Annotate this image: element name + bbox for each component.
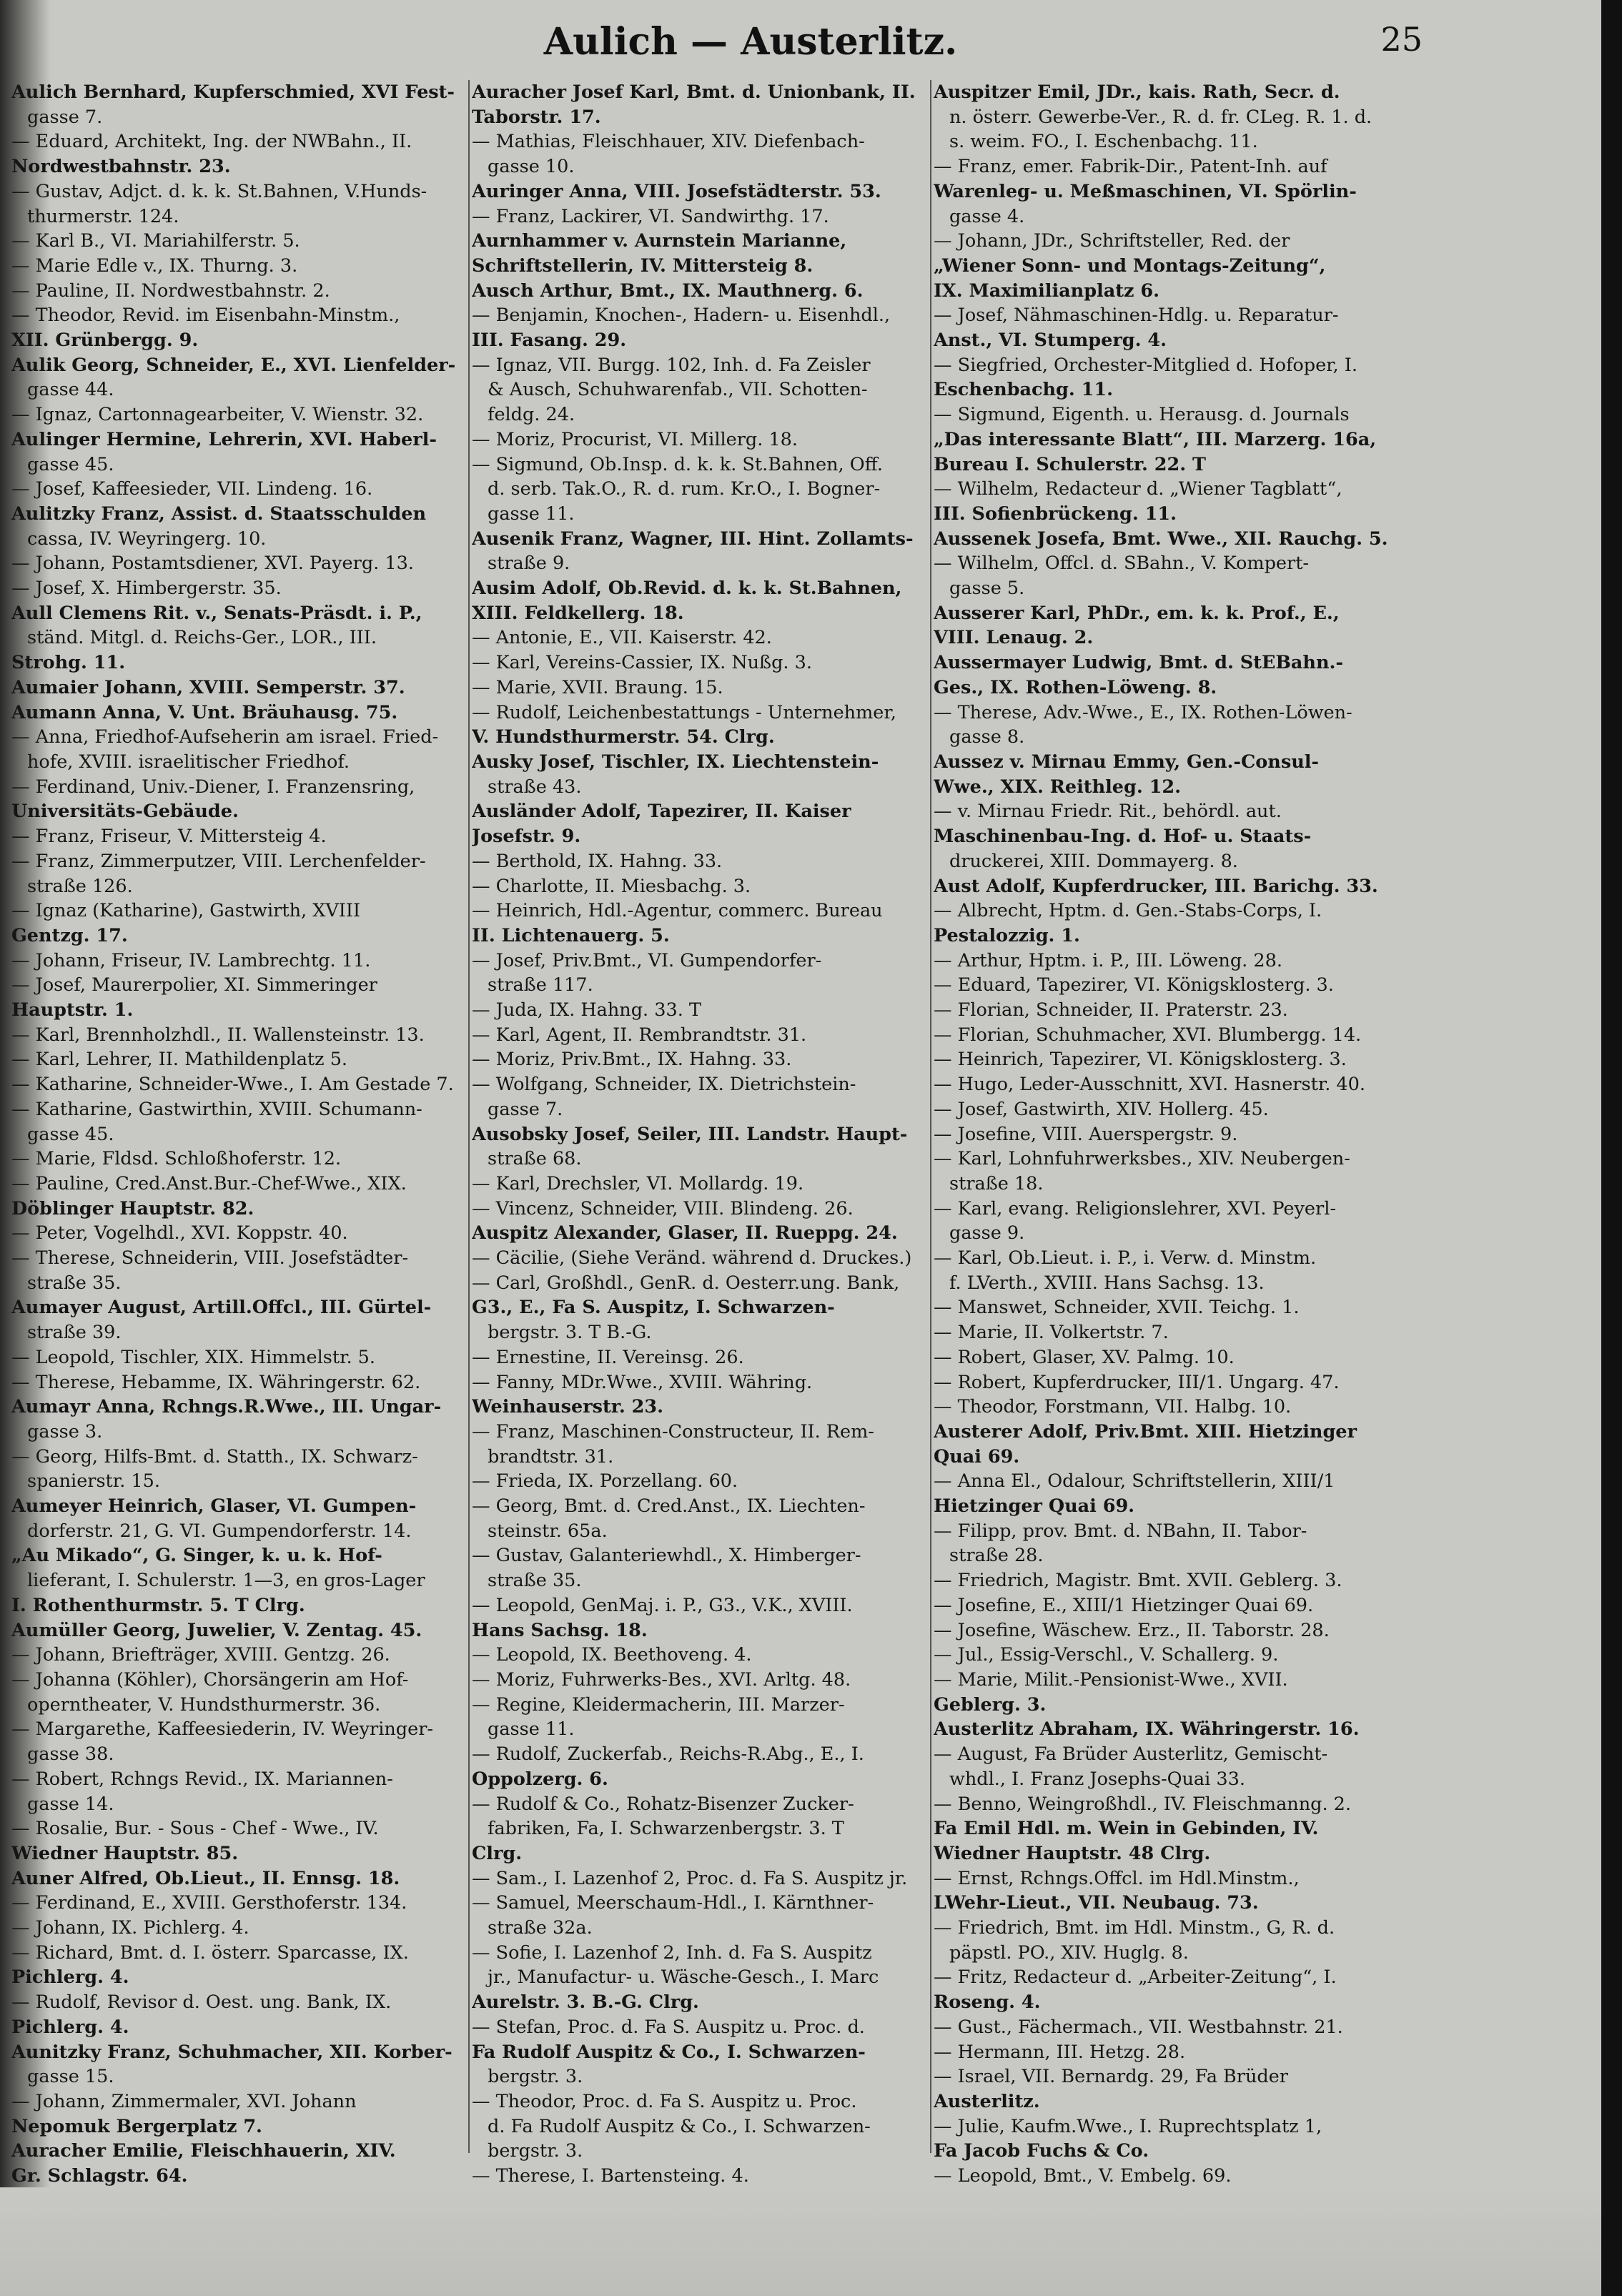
directory-entry-line: operntheater, V. Hundsthurmerstr. 36. (27, 1693, 381, 1716)
directory-entry-line: — Charlotte, II. Miesbachg. 3. (472, 875, 751, 897)
directory-entry-line: — Hugo, Leder-Ausschnitt, XVI. Hasnerstr. 40. (934, 1074, 1365, 1096)
directory-entry-head: Wiedner Hauptstr. 85. (11, 1842, 239, 1864)
directory-entry-line: lieferant, I. Schulerstr. 1—3, en gros-Lager (27, 1570, 425, 1592)
directory-entry-head: Aulitzky Franz, Assist. d. Staatsschulden (11, 503, 426, 525)
directory-entry-line: — Mathias, Fleischhauer, XIV. Diefenbach- (472, 131, 865, 153)
directory-entry-line: gasse 7. (27, 106, 103, 128)
directory-entry-line: straße 18. (949, 1172, 1044, 1194)
directory-entry-line: — Karl, Drechsler, VI. Mollardg. 19. (472, 1172, 804, 1194)
directory-entry-line: — Moriz, Priv.Bmt., IX. Hahng. 33. (472, 1049, 792, 1071)
directory-entry-line: — Theodor, Forstmann, VII. Halbg. 10. (934, 1396, 1292, 1418)
directory-entry-line: — Wilhelm, Redacteur d. „Wiener Tagblatt“, (934, 478, 1342, 500)
directory-entry-head: Ges., IX. Rothen-Löweng. 8. (934, 676, 1217, 698)
directory-entry-line: — Marie Edle v., IX. Thurng. 3. (11, 254, 298, 277)
directory-entry-line: jr., Manufactur- u. Wäsche-Gesch., I. Marc (488, 1966, 879, 1989)
directory-entry-head: Aussermayer Ludwig, Bmt. d. StEBahn.- (934, 652, 1343, 674)
directory-entry-head: Ausobsky Josef, Seiler, III. Landstr. Haupt- (472, 1123, 908, 1145)
directory-entry-line: — Rosalie, Bur. - Sous - Chef - Wwe., IV. (11, 1818, 379, 1840)
directory-entry-head: G3., E., Fa S. Auspitz, I. Schwarzen- (472, 1297, 835, 1319)
directory-entry-line: — Theodor, Revid. im Eisenbahn-Minstm., (11, 305, 400, 327)
directory-entry-head: VIII. Lenaug. 2. (934, 627, 1094, 649)
directory-entry-line: — Gustav, Adjct. d. k. k. St.Bahnen, V.Hunds- (11, 180, 427, 202)
directory-entry-head: Wiedner Hauptstr. 48 Clrg. (934, 1842, 1211, 1864)
directory-entry-head: Hietzinger Quai 69. (934, 1495, 1135, 1518)
directory-entry-line: — Johann, JDr., Schriftsteller, Red. der (934, 230, 1290, 252)
directory-entry-line: cassa, IV. Weyringerg. 10. (27, 528, 267, 550)
directory-entry-line: — Franz, Maschinen-Constructeur, II. Rem- (472, 1420, 874, 1443)
directory-entry-line: — Johann, Zimmermaler, XVI. Johann (11, 2090, 357, 2112)
directory-entry-line: — Ernestine, II. Vereinsg. 26. (472, 1346, 744, 1368)
directory-entry-head: Pestalozzig. 1. (934, 924, 1080, 946)
directory-entry-line: — Eduard, Architekt, Ing. der NWBahn., II. (11, 131, 412, 153)
directory-entry-line: — Sigmund, Ob.Insp. d. k. k. St.Bahnen, Off. (472, 453, 883, 475)
directory-entry-line: — Therese, Hebamme, IX. Währingerstr. 62. (11, 1371, 421, 1393)
directory-entry-line: — Karl B., VI. Mariahilferstr. 5. (11, 230, 300, 252)
directory-entry-head: Ausch Arthur, Bmt., IX. Mauthnerg. 6. (472, 279, 864, 302)
directory-entry-line: straße 39. (27, 1322, 122, 1344)
directory-entry-head: Taborstr. 17. (472, 106, 601, 128)
directory-entry-line: — Ignaz (Katharine), Gastwirth, XVIII (11, 900, 361, 922)
directory-entry-line: — Heinrich, Hdl.-Agentur, commerc. Bureau (472, 900, 883, 922)
directory-entry-head: Nepomuk Bergerplatz 7. (11, 2115, 262, 2137)
directory-entry-head: Austerlitz. (934, 2090, 1040, 2112)
directory-entry-line: — Margarethe, Kaffeesiederin, IV. Weyringer- (11, 1718, 434, 1741)
directory-entry-line: — Frieda, IX. Porzellang. 60. (472, 1470, 738, 1493)
directory-entry-line: fabriken, Fa, I. Schwarzenbergstr. 3. T (488, 1818, 844, 1840)
directory-entry-line: — Katharine, Gastwirthin, XVIII. Schumann- (11, 1098, 422, 1120)
directory-entry-line: — Benno, Weingroßhdl., IV. Fleischmanng. 2. (934, 1793, 1351, 1815)
directory-entry-line: gasse 4. (949, 205, 1025, 227)
directory-entry-line: gasse 11. (488, 503, 575, 525)
directory-entry-line: bergstr. 3. (488, 2066, 583, 2088)
directory-entry-line: — Albrecht, Hptm. d. Gen.-Stabs-Corps, I. (934, 900, 1322, 922)
directory-column-3 (934, 80, 1427, 2267)
directory-entry-head: Gr. Schlagstr. 64. (11, 2165, 188, 2187)
directory-entry-line: — Wolfgang, Schneider, IX. Dietrichstein- (472, 1074, 856, 1096)
directory-entry-line: ständ. Mitgl. d. Reichs-Ger., LOR., III. (27, 627, 377, 649)
directory-entry-line: — Israel, VII. Bernardg. 29, Fa Brüder (934, 2066, 1288, 2088)
directory-entry-line: — Berthold, IX. Hahng. 33. (472, 850, 723, 872)
directory-entry-line: — Leopold, IX. Beethoveng. 4. (472, 1644, 752, 1666)
directory-entry-line: — Karl, Brennholzhdl., II. Wallensteinstr. 13. (11, 1024, 425, 1046)
directory-entry-head: Gentzg. 17. (11, 924, 128, 946)
directory-entry-line: gasse 15. (27, 2066, 114, 2088)
directory-entry-line: brandtstr. 31. (488, 1445, 614, 1468)
directory-entry-line: thurmerstr. 124. (27, 205, 179, 227)
directory-entry-head: Weinhauserstr. 23. (472, 1396, 663, 1418)
directory-entry-head: III. Sofienbrückeng. 11. (934, 503, 1177, 525)
directory-entry-line: — Georg, Bmt. d. Cred.Anst., IX. Liechten- (472, 1495, 866, 1518)
directory-entry-head: Auringer Anna, VIII. Josefstädterstr. 53. (472, 180, 881, 202)
directory-entry-line: — Leopold, Bmt., V. Embelg. 69. (934, 2165, 1232, 2187)
directory-entry-line: bergstr. 3. T B.-G. (488, 1322, 652, 1344)
directory-entry-line: — Friedrich, Bmt. im Hdl. Minstm., G, R. d. (934, 1917, 1335, 1939)
directory-entry-head: Auspitzer Emil, JDr., kais. Rath, Secr. d. (934, 81, 1340, 103)
directory-entry-line: — Ignaz, VII. Burgg. 102, Inh. d. Fa Zeisler (472, 354, 871, 376)
directory-entry-line: — Johann, Friseur, IV. Lambrechtg. 11. (11, 949, 371, 971)
directory-entry-line: d. serb. Tak.O., R. d. rum. Kr.O., I. Bogner- (488, 478, 881, 500)
directory-entry-line: — Sigmund, Eigenth. u. Herausg. d. Journals (934, 404, 1350, 426)
directory-entry-head: Fa Jacob Fuchs & Co. (934, 2140, 1149, 2162)
directory-entry-line: — Theodor, Proc. d. Fa S. Auspitz u. Proc. (472, 2090, 857, 2112)
directory-entry-line: — Friedrich, Magistr. Bmt. XVII. Geblerg. 3. (934, 1570, 1342, 1592)
directory-entry-head: Anst., VI. Stumperg. 4. (934, 330, 1167, 352)
directory-entry-line: — Marie, Milit.-Pensionist-Wwe., XVII. (934, 1669, 1288, 1691)
directory-entry-head: XIII. Feldkellerg. 18. (472, 602, 684, 624)
directory-entry-line: — Josef, Kaffeesieder, VII. Lindeng. 16. (11, 478, 373, 500)
directory-entry-head: Oppolzerg. 6. (472, 1768, 608, 1790)
directory-entry-line: — Johanna (Köhler), Chorsängerin am Hof- (11, 1669, 409, 1691)
directory-entry-head: Pichlerg. 4. (11, 1966, 129, 1989)
column-divider (468, 80, 470, 2153)
directory-entry-line: whdl., I. Franz Josephs-Quai 33. (949, 1768, 1245, 1790)
directory-entry-line: — Manswet, Schneider, XVII. Teichg. 1. (934, 1297, 1300, 1319)
directory-entry-head: Clrg. (472, 1842, 523, 1864)
directory-entry-line: — Therese, I. Bartensteing. 4. (472, 2165, 749, 2187)
directory-entry-line: — Robert, Glaser, XV. Palmg. 10. (934, 1346, 1235, 1368)
directory-entry-head: Ausky Josef, Tischler, IX. Liechtenstein- (472, 751, 879, 773)
directory-entry-line: — Samuel, Meerschaum-Hdl., I. Kärnthner- (472, 1892, 874, 1914)
directory-entry-line: — Franz, Friseur, V. Mittersteig 4. (11, 826, 327, 848)
directory-entry-head: Aust Adolf, Kupferdrucker, III. Barichg. 33. (934, 875, 1378, 897)
directory-entry-line: — Franz, Zimmerputzer, VIII. Lerchenfelder- (11, 850, 426, 872)
directory-entry-line: — Juda, IX. Hahng. 33. T (472, 999, 701, 1021)
directory-entry-line: — Josef, Priv.Bmt., VI. Gumpendorfer- (472, 949, 822, 971)
directory-entry-line: — Ernst, Rchngs.Offcl. im Hdl.Minstm., (934, 1867, 1300, 1889)
directory-entry-line: — Regine, Kleidermacherin, III. Marzer- (472, 1693, 845, 1716)
directory-entry-line: — Stefan, Proc. d. Fa S. Auspitz u. Proc. d. (472, 2016, 865, 2038)
directory-entry-line: gasse 5. (949, 578, 1025, 600)
directory-entry-line: — Julie, Kaufm.Wwe., I. Ruprechtsplatz 1, (934, 2115, 1322, 2137)
directory-entry-head: Geblerg. 3. (934, 1693, 1047, 1716)
directory-entry-head: Eschenbachg. 11. (934, 379, 1113, 401)
directory-entry-head: LWehr-Lieut., VII. Neubaug. 73. (934, 1892, 1259, 1914)
directory-entry-line: — Karl, Lohnfuhrwerksbes., XIV. Neubergen- (934, 1148, 1350, 1170)
directory-entry-head: „Au Mikado“, G. Singer, k. u. k. Hof- (11, 1545, 382, 1567)
directory-entry-line: — Karl, evang. Religionslehrer, XVI. Peyerl- (934, 1197, 1336, 1219)
directory-entry-head: Aull Clemens Rit. v., Senats-Präsdt. i. P., (11, 602, 422, 624)
directory-entry-head: Aumayr Anna, Rchngs.R.Wwe., III. Ungar- (11, 1396, 442, 1418)
directory-entry-head: I. Rothenthurmstr. 5. T Clrg. (11, 1594, 305, 1616)
directory-entry-line: — Karl, Agent, II. Rembrandtstr. 31. (472, 1024, 807, 1046)
directory-entry-head: Fa Emil Hdl. m. Wein in Gebinden, IV. (934, 1818, 1319, 1840)
directory-entry-head: Aulik Georg, Schneider, E., XVI. Lienfelder- (11, 354, 456, 376)
directory-entry-line: — Pauline, II. Nordwestbahnstr. 2. (11, 279, 330, 302)
directory-entry-line: — Marie, XVII. Braung. 15. (472, 676, 723, 698)
directory-entry-head: „Das interessante Blatt“, III. Marzerg. 16a, (934, 428, 1377, 450)
directory-entry-line: — Robert, Kupferdrucker, III/1. Ungarg. 47. (934, 1371, 1340, 1393)
directory-entry-head: Aurelstr. 3. B.-G. Clrg. (472, 1991, 699, 2014)
directory-entry-head: Ausim Adolf, Ob.Revid. d. k. k. St.Bahnen, (472, 578, 902, 600)
directory-entry-head: Aussenek Josefa, Bmt. Wwe., XII. Rauchg. 5. (934, 528, 1388, 550)
directory-entry-line: — Ferdinand, E., XVIII. Gersthoferstr. 134. (11, 1892, 407, 1914)
directory-entry-head: Aumaier Johann, XVIII. Semperstr. 37. (11, 676, 405, 698)
directory-entry-head: Aurnhammer v. Aurnstein Marianne, (472, 230, 847, 252)
directory-entry-line: — Fanny, MDr.Wwe., XVIII. Währing. (472, 1371, 813, 1393)
directory-entry-line: — Rudolf & Co., Rohatz-Bisenzer Zucker- (472, 1793, 854, 1815)
directory-entry-head: Aussez v. Mirnau Emmy, Gen.-Consul- (934, 751, 1319, 773)
directory-entry-line: — Josefine, Wäschew. Erz., II. Taborstr. 28. (934, 1619, 1330, 1641)
page-bottom-margin (0, 2187, 1601, 2296)
directory-entry-line: — Florian, Schneider, II. Praterstr. 23. (934, 999, 1288, 1021)
directory-entry-line: — August, Fa Brüder Austerlitz, Gemischt- (934, 1743, 1328, 1766)
directory-entry-head: Quai 69. (934, 1445, 1020, 1468)
directory-entry-line: — Josef, X. Himbergerstr. 35. (11, 578, 282, 600)
directory-entry-line: n. österr. Gewerbe-Ver., R. d. fr. CLeg. R. 1. d. (949, 106, 1373, 128)
directory-entry-line: — Franz, Lackirer, VI. Sandwirthg. 17. (472, 205, 829, 227)
directory-entry-head: XII. Grünbergg. 9. (11, 330, 199, 352)
directory-entry-line: gasse 38. (27, 1743, 114, 1766)
directory-entry-line: — Siegfried, Orchester-Mitglied d. Hofoper, I. (934, 354, 1358, 376)
directory-entry-line: straße 9. (488, 553, 570, 575)
directory-entry-line: — Anna El., Odalour, Schriftstellerin, XIII/1 (934, 1470, 1335, 1493)
directory-entry-line: — Josef, Gastwirth, XIV. Hollerg. 45. (934, 1098, 1269, 1120)
directory-entry-line: — Leopold, GenMaj. i. P., G3., V.K., XVIII. (472, 1594, 853, 1616)
directory-entry-line: — Therese, Adv.-Wwe., E., IX. Rothen-Löwen- (934, 701, 1353, 723)
directory-entry-line: — Fritz, Redacteur d. „Arbeiter-Zeitung“, I. (934, 1966, 1337, 1989)
directory-entry-line: gasse 8. (949, 726, 1025, 748)
directory-entry-line: gasse 14. (27, 1793, 114, 1815)
directory-entry-line: spanierstr. 15. (27, 1470, 160, 1493)
directory-entry-line: s. weim. FO., I. Eschenbachg. 11. (949, 131, 1258, 153)
directory-entry-head: Nordwestbahnstr. 23. (11, 156, 231, 178)
directory-entry-line: — Pauline, Cred.Anst.Bur.-Chef-Wwe., XIX. (11, 1172, 407, 1194)
directory-entry-line: — Antonie, E., VII. Kaiserstr. 42. (472, 627, 772, 649)
directory-entry-head: Hans Sachsg. 18. (472, 1619, 648, 1641)
directory-entry-head: Aumayer August, Artill.Offcl., III. Gürtel- (11, 1297, 432, 1319)
directory-entry-line: — Moriz, Procurist, VI. Millerg. 18. (472, 428, 798, 450)
directory-entry-head: Fa Rudolf Auspitz & Co., I. Schwarzen- (472, 2041, 866, 2063)
directory-entry-line: — Eduard, Tapezirer, VI. Königsklosterg. 3. (934, 974, 1334, 996)
directory-entry-line: — Josefine, VIII. Auerspergstr. 9. (934, 1123, 1238, 1145)
directory-entry-head: Maschinenbau-Ing. d. Hof- u. Staats- (934, 826, 1312, 848)
directory-column-1 (11, 80, 466, 2267)
directory-entry-head: Ausenik Franz, Wagner, III. Hint. Zollamts- (472, 528, 914, 550)
directory-entry-line: — Carl, Großhdl., GenR. d. Oesterr.ung. Bank, (472, 1272, 900, 1294)
directory-entry-head: Auracher Emilie, Fleischhauerin, XIV. (11, 2140, 396, 2162)
directory-entry-head: Hauptstr. 1. (11, 999, 134, 1021)
directory-entry-line: gasse 11. (488, 1718, 575, 1741)
directory-entry-head: „Wiener Sonn- und Montags-Zeitung“, (934, 254, 1326, 277)
directory-entry-line: straße 35. (488, 1570, 582, 1592)
directory-entry-head: Aulinger Hermine, Lehrerin, XVI. Haberl- (11, 428, 437, 450)
directory-entry-line: — v. Mirnau Friedr. Rit., behördl. aut. (934, 801, 1282, 823)
directory-entry-line: päpstl. PO., XIV. Huglg. 8. (949, 1941, 1189, 1964)
directory-entry-line: feldg. 24. (488, 404, 575, 426)
directory-entry-line: — Florian, Schuhmacher, XVI. Blumbergg. 14. (934, 1024, 1362, 1046)
directory-entry-line: dorferstr. 21, G. VI. Gumpendorferstr. 14. (27, 1520, 412, 1542)
directory-entry-head: Ausserer Karl, PhDr., em. k. k. Prof., E., (934, 602, 1340, 624)
directory-entry-line: straße 126. (27, 875, 133, 897)
directory-entry-line: — Moriz, Fuhrwerks-Bes., XVI. Arltg. 48. (472, 1669, 851, 1691)
directory-entry-head: IX. Maximilianplatz 6. (934, 279, 1160, 302)
directory-entry-head: Auspitz Alexander, Glaser, II. Rueppg. 24. (472, 1222, 898, 1245)
directory-entry-head: III. Fasang. 29. (472, 330, 627, 352)
directory-entry-line: — Rudolf, Revisor d. Oest. ung. Bank, IX. (11, 1991, 392, 2014)
directory-entry-line: — Johann, Briefträger, XVIII. Gentzg. 26. (11, 1644, 390, 1666)
directory-entry-head: V. Hundsthurmerstr. 54. Clrg. (472, 726, 775, 748)
directory-entry-head: II. Lichtenauerg. 5. (472, 924, 670, 946)
directory-entry-head: Ausländer Adolf, Tapezirer, II. Kaiser (472, 801, 851, 823)
directory-entry-line: gasse 3. (27, 1420, 103, 1443)
directory-entry-line: — Marie, Fldsd. Schloßhoferstr. 12. (11, 1148, 342, 1170)
directory-entry-line: — Rudolf, Leichenbestattungs - Unternehmer, (472, 701, 896, 723)
page-number: 25 (1380, 20, 1423, 59)
directory-entry-head: Wwe., XIX. Reithleg. 12. (934, 776, 1181, 798)
directory-entry-head: Aumüller Georg, Juwelier, V. Zentag. 45. (11, 1619, 422, 1641)
directory-entry-head: Roseng. 4. (934, 1991, 1041, 2014)
directory-entry-head: Auracher Josef Karl, Bmt. d. Unionbank, II. (472, 81, 916, 103)
directory-entry-line: — Hermann, III. Hetzg. 28. (934, 2041, 1186, 2063)
directory-entry-head: Josefstr. 9. (472, 826, 581, 848)
directory-entry-line: — Johann, IX. Pichlerg. 4. (11, 1917, 249, 1939)
directory-entry-line: gasse 44. (27, 379, 114, 401)
directory-column-2 (472, 80, 926, 2267)
directory-entry-line: — Franz, emer. Fabrik-Dir., Patent-Inh. auf (934, 156, 1327, 178)
directory-entry-line: straße 43. (488, 776, 582, 798)
directory-entry-line: — Katharine, Schneider-Wwe., I. Am Gestade 7. (11, 1074, 454, 1096)
directory-entry-line: — Gust., Fächermach., VII. Westbahnstr. 21. (934, 2016, 1343, 2038)
directory-entry-line: straße 117. (488, 974, 593, 996)
directory-entry-head: Strohg. 11. (11, 652, 126, 674)
directory-entry-line: — Vincenz, Schneider, VIII. Blindeng. 26. (472, 1197, 854, 1219)
directory-entry-line: gasse 9. (949, 1222, 1025, 1245)
column-divider (930, 80, 931, 2153)
directory-entry-head: Pichlerg. 4. (11, 2016, 129, 2038)
directory-entry-head: Universitäts-Gebäude. (11, 801, 239, 823)
directory-entry-line: straße 32a. (488, 1917, 593, 1939)
directory-entry-line: — Richard, Bmt. d. I. österr. Sparcasse, IX. (11, 1941, 409, 1964)
directory-entry-line: druckerei, XIII. Dommayerg. 8. (949, 850, 1238, 872)
directory-entry-line: — Georg, Hilfs-Bmt. d. Statth., IX. Schwarz- (11, 1445, 418, 1468)
directory-entry-head: Austerlitz Abraham, IX. Währingerstr. 16. (934, 1718, 1360, 1741)
directory-entry-line: gasse 10. (488, 156, 575, 178)
directory-entry-line: — Ignaz, Cartonnagearbeiter, V. Wienstr. 32. (11, 404, 424, 426)
directory-entry-line: gasse 45. (27, 1123, 114, 1145)
directory-entry-line: straße 35. (27, 1272, 122, 1294)
directory-entry-line: — Sofie, I. Lazenhof 2, Inh. d. Fa S. Auspitz (472, 1941, 872, 1964)
directory-entry-head: Döblinger Hauptstr. 82. (11, 1197, 254, 1219)
directory-entry-line: — Karl, Lehrer, II. Mathildenplatz 5. (11, 1049, 348, 1071)
directory-entry-line: — Josef, Nähmaschinen-Hdlg. u. Reparatur- (934, 305, 1339, 327)
directory-entry-line: — Rudolf, Zuckerfab., Reichs-R.Abg., E., I. (472, 1743, 864, 1766)
directory-entry-line: — Arthur, Hptm. i. P., III. Löweng. 28. (934, 949, 1282, 971)
directory-entry-head: Schriftstellerin, IV. Mittersteig 8. (472, 254, 814, 277)
directory-entry-line: — Josefine, E., XIII/1 Hietzinger Quai 69. (934, 1594, 1314, 1616)
directory-entry-line: — Marie, II. Volkertstr. 7. (934, 1322, 1169, 1344)
directory-entry-line: d. Fa Rudolf Auspitz & Co., I. Schwarzen- (488, 2115, 871, 2137)
directory-entry-line: — Jul., Essig-Verschl., V. Schallerg. 9. (934, 1644, 1279, 1666)
directory-entry-head: Aunitzky Franz, Schuhmacher, XII. Korber- (11, 2041, 453, 2063)
page-header-title: Aulich — Austerlitz. (543, 20, 958, 64)
directory-entry-line: gasse 7. (488, 1098, 563, 1120)
directory-entry-head: Warenleg- u. Meßmaschinen, VI. Spörlin- (934, 180, 1357, 202)
directory-entry-line: gasse 45. (27, 453, 114, 475)
directory-entry-line: — Sam., I. Lazenhof 2, Proc. d. Fa S. Auspitz jr. (472, 1867, 908, 1889)
directory-entry-head: Auner Alfred, Ob.Lieut., II. Ennsg. 18. (11, 1867, 400, 1889)
directory-entry-line: — Karl, Ob.Lieut. i. P., i. Verw. d. Minstm. (934, 1247, 1317, 1270)
directory-entry-line: — Anna, Friedhof-Aufseherin am israel. Fried- (11, 726, 439, 748)
directory-entry-line: — Heinrich, Tapezirer, VI. Königsklosterg. 3. (934, 1049, 1347, 1071)
directory-entry-line: — Karl, Vereins-Cassier, IX. Nußg. 3. (472, 652, 812, 674)
directory-entry-line: straße 28. (949, 1545, 1044, 1567)
directory-entry-head: Bureau I. Schulerstr. 22. T (934, 453, 1206, 475)
directory-entry-line: straße 68. (488, 1148, 582, 1170)
directory-entry-line: — Josef, Maurerpolier, XI. Simmeringer (11, 974, 377, 996)
directory-entry-line: — Ferdinand, Univ.-Diener, I. Franzensring, (11, 776, 415, 798)
directory-entry-line: — Peter, Vogelhdl., XVI. Koppstr. 40. (11, 1222, 348, 1245)
directory-entry-line: f. LVerth., XVIII. Hans Sachsg. 13. (949, 1272, 1265, 1294)
directory-entry-head: Austerer Adolf, Priv.Bmt. XIII. Hietzinger (934, 1420, 1357, 1443)
directory-entry-line: — Robert, Rchngs Revid., IX. Mariannen- (11, 1768, 393, 1790)
directory-entry-line: bergstr. 3. (488, 2140, 583, 2162)
directory-entry-line: steinstr. 65a. (488, 1520, 608, 1542)
directory-entry-head: Aulich Bernhard, Kupferschmied, XVI Fest- (11, 81, 455, 103)
directory-entry-line: — Gustav, Galanteriewhdl., X. Himberger- (472, 1545, 861, 1567)
directory-entry-line: — Johann, Postamtsdiener, XVI. Payerg. 13. (11, 553, 414, 575)
directory-entry-line: — Wilhelm, Offcl. d. SBahn., V. Kompert- (934, 553, 1310, 575)
directory-entry-line: — Leopold, Tischler, XIX. Himmelstr. 5. (11, 1346, 376, 1368)
directory-entry-line: hofe, XVIII. israelitischer Friedhof. (27, 751, 350, 773)
directory-entry-line: — Cäcilie, (Siehe Veränd. während d. Druckes.) (472, 1247, 912, 1270)
directory-entry-line: & Ausch, Schuhwarenfab., VII. Schotten- (488, 379, 868, 401)
directory-entry-line: — Benjamin, Knochen-, Hadern- u. Eisenhdl., (472, 305, 891, 327)
directory-entry-head: Aumann Anna, V. Unt. Bräuhausg. 75. (11, 701, 398, 723)
directory-entry-head: Aumeyer Heinrich, Glaser, VI. Gumpen- (11, 1495, 417, 1518)
directory-entry-line: — Therese, Schneiderin, VIII. Josefstädter- (11, 1247, 409, 1270)
directory-entry-line: — Filipp, prov. Bmt. d. NBahn, II. Tabor- (934, 1520, 1307, 1542)
